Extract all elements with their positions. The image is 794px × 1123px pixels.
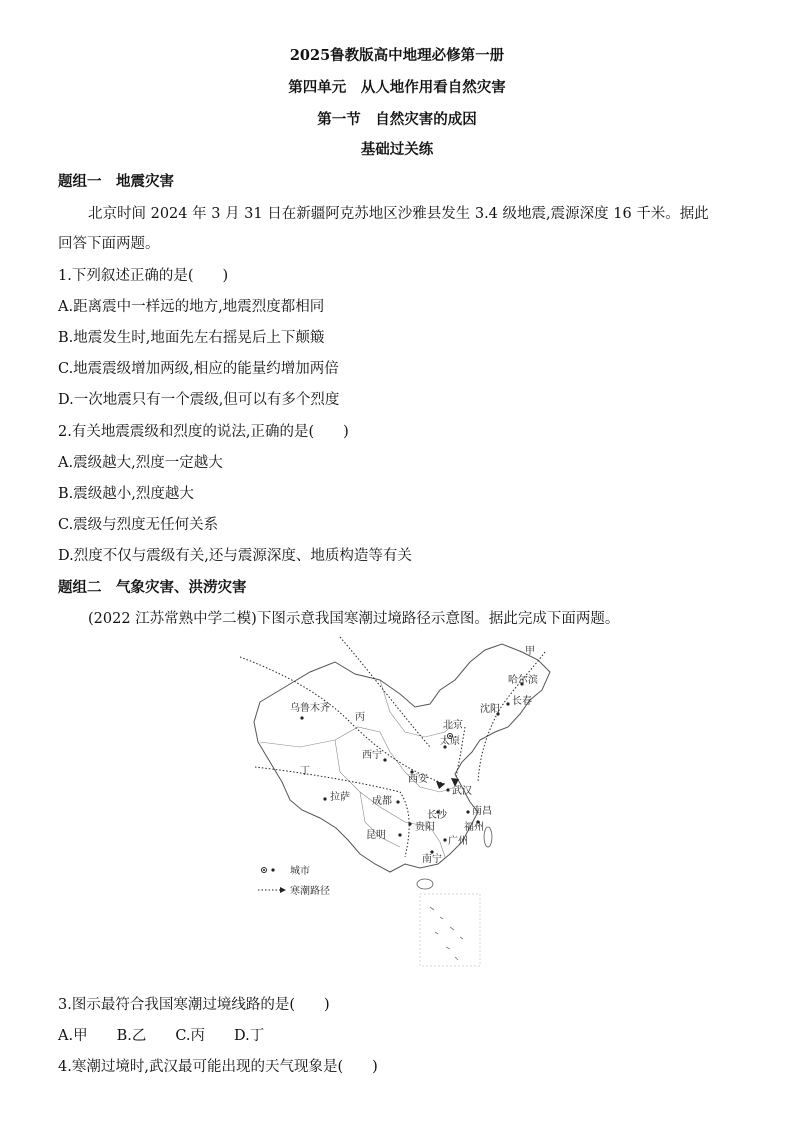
city-xining: 西宁 xyxy=(362,750,382,761)
inset-frame xyxy=(420,894,480,966)
legend-city-label: 城市 xyxy=(290,866,310,877)
q2-option-c[interactable]: C.震级与烈度无任何关系 xyxy=(58,517,219,533)
city-urumqi: 乌鲁木齐 xyxy=(290,703,330,714)
unit-title: 第四单元 从人地作用看自然灾害 xyxy=(288,79,506,96)
city-nanning: 南宁 xyxy=(422,854,442,865)
q3-options[interactable]: A.甲 B.乙 C.丙 D.丁 xyxy=(58,1028,265,1044)
group1-title: 题组一 地震灾害 xyxy=(58,173,174,190)
q2-option-a[interactable]: A.震级越大,烈度一定越大 xyxy=(58,455,223,471)
q1-option-d[interactable]: D.一次地震只有一个震级,但可以有多个烈度 xyxy=(58,392,340,408)
city-harbin: 哈尔滨 xyxy=(508,675,538,686)
route-bing xyxy=(240,657,445,784)
q2-option-d[interactable]: D.烈度不仅与震级有关,还与震源深度、地质构造等有关 xyxy=(58,548,412,564)
q1-option-a[interactable]: A.距离震中一样远的地方,地震烈度都相同 xyxy=(58,299,325,315)
city-taiyuan: 太原 xyxy=(440,736,460,747)
group2-title: 题组二 气象灾害、洪涝灾害 xyxy=(58,579,247,596)
q4-stem: 4.寒潮过境时,武汉最可能出现的天气现象是( ) xyxy=(58,1059,378,1075)
q3-stem: 3.图示最符合我国寒潮过境线路的是( ) xyxy=(58,997,330,1013)
q1-stem: 1.下列叙述正确的是( ) xyxy=(58,268,229,284)
book-title: 2025鲁教版高中地理必修第一册 xyxy=(289,47,505,64)
route-label-bing: 丙 xyxy=(355,712,365,723)
route-jia xyxy=(478,652,545,782)
city-shenyang: 沈阳 xyxy=(480,704,500,715)
group1-intro-line1: 北京时间 2024 年 3 月 31 日在新疆阿克苏地区沙雅县发生 3.4 级地震,震源深度 16 千米。据此 xyxy=(88,206,709,222)
taiwan-island xyxy=(484,827,492,847)
city-changsha: 长沙 xyxy=(427,810,447,821)
city-xian: 西安 xyxy=(408,774,428,785)
q2-option-b[interactable]: B.震级越小,烈度越大 xyxy=(58,486,194,502)
city-changchun: 长春 xyxy=(512,696,532,707)
hainan-island xyxy=(417,879,433,889)
city-nanchang: 南昌 xyxy=(472,806,492,817)
city-kunming: 昆明 xyxy=(366,830,386,841)
route-bing-2 xyxy=(340,637,430,747)
china-outline xyxy=(254,644,550,872)
city-fuzhou: 福州 xyxy=(464,822,484,833)
group1-intro-line2: 回答下面两题。 xyxy=(58,236,160,252)
city-guiyang: 贵阳 xyxy=(415,822,435,833)
city-chengdu: 成都 xyxy=(372,796,392,807)
city-lhasa: 拉萨 xyxy=(330,792,350,803)
practice-title: 基础过关练 xyxy=(360,141,434,158)
south-china-sea-islands xyxy=(430,907,463,960)
q2-stem: 2.有关地震震级和烈度的说法,正确的是( ) xyxy=(58,424,349,440)
q1-option-b[interactable]: B.地震发生时,地面先左右摇晃后上下颠簸 xyxy=(58,330,325,346)
route-ding xyxy=(255,767,409,857)
route-label-ding: 丁 xyxy=(300,766,310,777)
map-legend xyxy=(258,864,330,897)
city-guangzhou: 广州 xyxy=(448,836,468,847)
legend-route-label: 寒潮路径 xyxy=(290,886,330,897)
q1-option-c[interactable]: C.地震震级增加两级,相应的能量约增加两倍 xyxy=(58,361,339,377)
city-beijing: 北京 xyxy=(443,720,463,731)
group2-intro: (2022 江苏常熟中学二模)下图示意我国寒潮过境路径示意图。据此完成下面两题。 xyxy=(88,611,620,627)
route-label-jia: 甲 xyxy=(525,646,535,657)
cold-wave-route-map xyxy=(240,632,560,972)
section-title: 第一节 自然灾害的成因 xyxy=(317,111,477,128)
city-wuhan: 武汉 xyxy=(452,786,472,797)
